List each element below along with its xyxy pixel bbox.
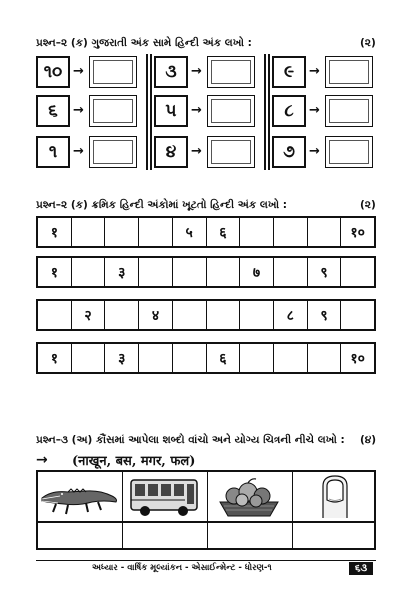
missing-number-cell[interactable] [72, 344, 106, 372]
given-number-cell: ३ [105, 344, 139, 372]
arrow-icon: → [73, 144, 84, 159]
gujarati-number-box: ૫ [154, 95, 188, 127]
missing-number-cell[interactable] [173, 258, 207, 286]
answer-cell-1[interactable] [38, 523, 123, 548]
crocodile-icon [38, 472, 123, 521]
column-separator [268, 54, 270, 170]
missing-number-cell[interactable] [139, 258, 173, 286]
answer-box[interactable] [325, 95, 373, 127]
section3-arrow: → [36, 452, 48, 468]
section2-marks: (૨) [360, 199, 376, 211]
missing-number-cell[interactable] [207, 258, 241, 286]
section2-title: પ્રશ્ન–૨ (ક) ક્રમિક હિન્દી અંકોમાં ખૂટતો હિન્દી અંક લખો : [36, 199, 287, 211]
sequence-grid [36, 342, 376, 374]
missing-number-cell[interactable] [72, 258, 106, 286]
arrow-icon: → [191, 64, 202, 79]
answer-box[interactable] [325, 56, 373, 88]
missing-number-cell[interactable] [308, 344, 342, 372]
missing-number-cell[interactable] [240, 218, 274, 246]
sequence-grid [36, 216, 376, 248]
missing-number-cell[interactable] [38, 301, 72, 329]
given-number-cell: ९ [308, 258, 342, 286]
given-number-cell: ३ [105, 258, 139, 286]
given-number-cell: ५ [173, 218, 207, 246]
given-number-cell: १० [350, 224, 365, 241]
answer-box[interactable] [89, 136, 137, 168]
arrow-icon: → [309, 64, 320, 79]
given-number-cell: ९ [308, 301, 342, 329]
answer-box[interactable] [89, 56, 137, 88]
section1-marks: (૨) [360, 37, 376, 49]
given-number-cell: १० [350, 350, 365, 367]
arrow-icon: → [309, 103, 320, 118]
arrow-icon: → [191, 144, 202, 159]
given-number-cell: ६ [207, 218, 241, 246]
missing-number-cell[interactable] [274, 258, 308, 286]
gujarati-number-box: ૬ [36, 95, 70, 127]
given-number-cell: १ [38, 258, 72, 286]
given-number-cell: ७ [240, 258, 274, 286]
missing-number-cell[interactable] [341, 301, 374, 329]
page-number: ૬૩ [349, 562, 373, 575]
word-list: (नाखून, बस, मगर, फल) [72, 454, 196, 469]
picture-row [36, 470, 376, 523]
given-number-cell: ६ [207, 344, 241, 372]
gujarati-number-box: ૮ [272, 95, 306, 127]
missing-number-cell[interactable] [173, 344, 207, 372]
arrow-icon: → [191, 103, 202, 118]
section3-marks: (૪) [360, 434, 377, 446]
answer-cell-4[interactable] [293, 523, 378, 548]
answer-box[interactable] [325, 136, 373, 168]
footer-divider [36, 560, 376, 561]
answer-box[interactable] [207, 95, 255, 127]
gujarati-number-box: ૧ [36, 136, 70, 168]
arrow-icon: → [73, 64, 84, 79]
missing-number-cell[interactable] [341, 258, 374, 286]
given-number-cell: १ [38, 218, 72, 246]
missing-number-cell[interactable] [139, 218, 173, 246]
missing-number-cell[interactable] [240, 301, 274, 329]
fruit-basket-icon [208, 472, 293, 521]
gujarati-number-box: ૪ [154, 136, 188, 168]
column-separator [150, 54, 152, 170]
footer-text: અધ્યાર - વાર્ષિક મૂલ્યાંકન - એસાઈન્મેન્ટ - ધોરણ-૧ [92, 563, 272, 573]
arrow-icon: → [309, 144, 320, 159]
missing-number-cell[interactable] [274, 344, 308, 372]
answer-row [36, 523, 376, 550]
answer-cell-3[interactable] [208, 523, 293, 548]
arrow-icon: → [73, 103, 84, 118]
answer-box[interactable] [89, 95, 137, 127]
missing-number-cell[interactable] [139, 344, 173, 372]
gujarati-number-box: ૩ [154, 56, 188, 88]
missing-number-cell[interactable] [173, 301, 207, 329]
given-number-cell: १ [38, 344, 72, 372]
missing-number-cell[interactable] [240, 344, 274, 372]
missing-number-cell[interactable] [308, 218, 342, 246]
gujarati-number-box: ૧૦ [36, 56, 70, 88]
missing-number-cell[interactable] [72, 218, 106, 246]
sequence-grid [36, 256, 376, 288]
given-number-cell: २ [72, 301, 106, 329]
answer-cell-2[interactable] [123, 523, 208, 548]
answer-box[interactable] [207, 136, 255, 168]
gujarati-number-box: ૯ [272, 56, 306, 88]
column-separator [264, 54, 266, 170]
missing-number-cell[interactable] [207, 301, 241, 329]
bus-icon [123, 472, 208, 521]
section3-title: પ્રશ્ન–૩ (અ) કૌંસમાં આપેલા શબ્દો વાંચો અને યોગ્ય ચિત્રની નીચે લખો : [36, 434, 345, 446]
answer-box[interactable] [207, 56, 255, 88]
given-number-cell: ८ [274, 301, 308, 329]
gujarati-number-box: ૭ [272, 136, 306, 168]
missing-number-cell[interactable] [105, 301, 139, 329]
missing-number-cell[interactable] [105, 218, 139, 246]
given-number-cell: ४ [139, 301, 173, 329]
section1-title: પ્રશ્ન–૨ (ક) ગુજરાતી અંક સામે હિન્દી અંક લખો : [36, 37, 252, 49]
fingernail-icon [293, 472, 378, 521]
missing-number-cell[interactable] [274, 218, 308, 246]
sequence-grid [36, 299, 376, 331]
column-separator [146, 54, 148, 170]
